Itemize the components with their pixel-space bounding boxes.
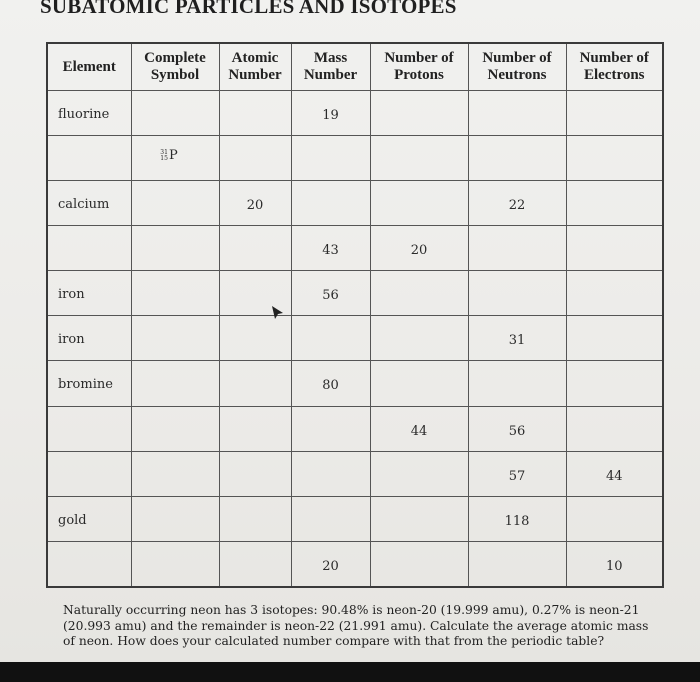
cell-complete-symbol[interactable] xyxy=(131,181,219,226)
cell-value xyxy=(132,407,219,424)
neon-isotope-question: Naturally occurring neon has 3 isotopes: 90.48% is neon-20 (19.999 amu), 0.27% is neon-21 (20.993 amu) and the remainder is neon-22 (21.991 amu). Calculate the average atomic mass of neon. How does your calculated number compare with that from the periodic table? xyxy=(63,603,649,648)
cell-element[interactable] xyxy=(47,406,131,451)
cell-electrons[interactable] xyxy=(566,541,663,587)
cell-value xyxy=(567,91,663,108)
cell-element[interactable] xyxy=(47,136,131,181)
cell-value xyxy=(371,316,468,333)
cell-value xyxy=(567,136,663,153)
cell-electrons[interactable] xyxy=(566,316,663,361)
cell-mass-number[interactable] xyxy=(291,406,370,451)
cell-value xyxy=(220,542,291,559)
table-row xyxy=(47,541,663,587)
header-atomic-number: Atomic Number xyxy=(219,43,291,91)
table-header-row xyxy=(47,43,663,91)
cell-complete-symbol[interactable] xyxy=(131,91,219,136)
cell-complete-symbol[interactable] xyxy=(131,136,219,181)
cell-atomic-number[interactable] xyxy=(219,451,291,496)
cell-value xyxy=(292,136,370,153)
cell-value xyxy=(292,497,370,514)
cell-neutrons[interactable] xyxy=(468,496,566,541)
cell-value xyxy=(567,407,663,424)
cell-value xyxy=(567,271,663,288)
cell-atomic-number[interactable] xyxy=(219,361,291,406)
cell-value: bromine xyxy=(58,377,113,393)
cell-value: iron xyxy=(58,287,85,303)
cell-value xyxy=(469,271,566,288)
cell-element[interactable] xyxy=(47,181,131,226)
cell-value xyxy=(469,136,566,153)
cell-value: 118 xyxy=(504,513,530,529)
cell-value xyxy=(132,542,219,559)
cell-value xyxy=(132,316,219,333)
cell-atomic-number[interactable] xyxy=(219,91,291,136)
cell-protons[interactable] xyxy=(370,226,468,271)
cell-value xyxy=(220,497,291,514)
cell-electrons[interactable] xyxy=(566,361,663,406)
cell-value xyxy=(371,271,468,288)
cell-value xyxy=(292,407,370,424)
cell-mass-number[interactable] xyxy=(291,496,370,541)
table-row xyxy=(47,361,663,406)
cell-neutrons[interactable] xyxy=(468,136,566,181)
header-neutrons: Number of Neutrons xyxy=(468,43,566,91)
cell-mass-number[interactable] xyxy=(291,226,370,271)
cell-mass-number[interactable] xyxy=(291,91,370,136)
header-element: Element xyxy=(47,43,131,91)
cell-protons[interactable] xyxy=(370,181,468,226)
table-row xyxy=(47,496,663,541)
cell-protons[interactable] xyxy=(370,451,468,496)
table-row xyxy=(47,181,663,226)
page-title: SUBATOMIC PARTICLES AND ISOTOPES xyxy=(40,0,457,18)
cell-value: gold xyxy=(58,512,87,528)
isotope-element-letter: P xyxy=(168,148,178,164)
cell-value: iron xyxy=(58,332,85,348)
cell-value: 22 xyxy=(508,198,526,214)
table-row xyxy=(47,316,663,361)
cell-mass-number[interactable] xyxy=(291,316,370,361)
cell-neutrons[interactable] xyxy=(468,361,566,406)
cell-electrons[interactable] xyxy=(566,271,663,316)
cell-value: 20 xyxy=(246,198,264,214)
cell-neutrons[interactable] xyxy=(468,181,566,226)
table-row xyxy=(47,136,663,181)
cell-value xyxy=(371,452,468,469)
cell-value: 44 xyxy=(410,423,428,439)
cell-value xyxy=(567,361,663,378)
table-row xyxy=(47,271,663,316)
cell-element[interactable] xyxy=(47,361,131,406)
cell-complete-symbol[interactable] xyxy=(131,271,219,316)
cell-atomic-number[interactable] xyxy=(219,496,291,541)
cell-value xyxy=(567,181,663,198)
isotope-mass-number: 31 xyxy=(160,148,168,156)
cell-complete-symbol[interactable] xyxy=(131,406,219,451)
cell-value xyxy=(371,497,468,514)
cell-electrons[interactable] xyxy=(566,406,663,451)
cell-value xyxy=(132,361,219,378)
cell-value xyxy=(58,407,131,423)
header-electrons: Number of Electrons xyxy=(566,43,663,91)
cell-value xyxy=(371,542,468,559)
cell-value xyxy=(132,452,219,469)
cell-value xyxy=(220,452,291,469)
cell-value xyxy=(469,226,566,243)
cell-value xyxy=(220,271,291,288)
cell-value xyxy=(58,226,131,242)
cell-value xyxy=(132,181,219,198)
cell-value: 20 xyxy=(410,243,428,259)
cell-neutrons[interactable] xyxy=(468,316,566,361)
cell-value xyxy=(371,91,468,108)
cell-value: calcium xyxy=(58,197,110,213)
cell-element[interactable] xyxy=(47,271,131,316)
cell-value xyxy=(132,271,219,288)
cell-value: 10 xyxy=(605,558,623,574)
cell-value xyxy=(220,226,291,243)
cell-value xyxy=(469,361,566,378)
cell-atomic-number[interactable] xyxy=(219,541,291,587)
cell-value xyxy=(58,136,131,152)
cell-neutrons[interactable] xyxy=(468,271,566,316)
cell-complete-symbol[interactable] xyxy=(131,226,219,271)
cell-element[interactable] xyxy=(47,541,131,587)
cell-protons[interactable] xyxy=(370,271,468,316)
cell-value xyxy=(371,136,468,153)
cell-value xyxy=(132,226,219,243)
header-complete-symbol: Complete Symbol xyxy=(131,43,219,91)
cell-atomic-number[interactable] xyxy=(219,226,291,271)
cell-value xyxy=(567,497,663,514)
cell-protons[interactable] xyxy=(370,136,468,181)
cell-electrons[interactable] xyxy=(566,496,663,541)
cell-element[interactable] xyxy=(47,316,131,361)
cell-value: 19 xyxy=(322,108,339,123)
cell-value xyxy=(220,407,291,424)
cell-value xyxy=(371,181,468,198)
header-mass-number: Mass Number xyxy=(291,43,370,91)
cell-value: 44 xyxy=(605,468,623,484)
cell-mass-number[interactable] xyxy=(291,451,370,496)
isotope-table xyxy=(46,42,664,588)
cell-value: 56 xyxy=(508,423,526,439)
table-row xyxy=(47,406,663,451)
cell-value xyxy=(292,181,370,198)
cell-value xyxy=(292,452,370,469)
cell-value xyxy=(220,361,291,378)
cell-mass-number[interactable] xyxy=(291,361,370,406)
cell-element[interactable] xyxy=(47,91,131,136)
cell-value xyxy=(220,91,291,108)
cell-neutrons[interactable] xyxy=(468,226,566,271)
cell-value xyxy=(58,452,131,468)
cell-element[interactable] xyxy=(47,451,131,496)
cell-mass-number[interactable] xyxy=(291,181,370,226)
cell-electrons[interactable] xyxy=(566,451,663,496)
cell-neutrons[interactable] xyxy=(468,541,566,587)
cell-atomic-number[interactable] xyxy=(219,181,291,226)
cell-mass-number[interactable] xyxy=(291,271,370,316)
cell-value xyxy=(567,316,663,333)
cell-protons[interactable] xyxy=(370,496,468,541)
cell-neutrons[interactable] xyxy=(468,91,566,136)
cell-value: fluorine xyxy=(58,107,110,122)
cell-protons[interactable] xyxy=(370,91,468,136)
isotope-notation xyxy=(160,136,177,163)
cell-complete-symbol[interactable] xyxy=(131,541,219,587)
cell-atomic-number[interactable] xyxy=(219,406,291,451)
cell-electrons[interactable] xyxy=(566,181,663,226)
cell-value xyxy=(567,226,663,243)
cell-value: 43 xyxy=(322,243,339,259)
cell-electrons[interactable] xyxy=(566,226,663,271)
cell-value: 31 xyxy=(508,333,526,349)
cell-mass-number[interactable] xyxy=(291,136,370,181)
cell-protons[interactable] xyxy=(370,406,468,451)
cell-value xyxy=(469,542,566,559)
cell-protons[interactable] xyxy=(370,541,468,587)
cell-value: 57 xyxy=(508,468,526,484)
cell-mass-number[interactable] xyxy=(291,541,370,587)
table-row xyxy=(47,91,663,136)
cell-value: 80 xyxy=(322,378,339,394)
cell-value xyxy=(220,136,291,153)
cell-value xyxy=(469,91,566,108)
cell-electrons[interactable] xyxy=(566,91,663,136)
cell-value xyxy=(132,91,219,108)
cell-value xyxy=(292,316,370,333)
table-row xyxy=(47,226,663,271)
isotope-atomic-number: 15 xyxy=(160,154,168,162)
cell-element[interactable] xyxy=(47,496,131,541)
cell-value: 56 xyxy=(322,288,339,304)
cell-value: 20 xyxy=(322,558,339,574)
cell-value xyxy=(371,361,468,378)
cell-electrons[interactable] xyxy=(566,136,663,181)
cell-complete-symbol[interactable] xyxy=(131,496,219,541)
cell-value xyxy=(132,497,219,514)
cell-atomic-number[interactable] xyxy=(219,316,291,361)
cell-protons[interactable] xyxy=(370,316,468,361)
cell-neutrons[interactable] xyxy=(468,451,566,496)
cell-complete-symbol[interactable] xyxy=(131,451,219,496)
cell-complete-symbol[interactable] xyxy=(131,361,219,406)
header-protons: Number of Protons xyxy=(370,43,468,91)
cell-neutrons[interactable] xyxy=(468,406,566,451)
mouse-pointer-icon xyxy=(271,305,285,321)
table-row xyxy=(47,451,663,496)
screen-bottom-edge xyxy=(0,662,700,682)
cell-complete-symbol[interactable] xyxy=(131,316,219,361)
cell-protons[interactable] xyxy=(370,361,468,406)
cell-value xyxy=(58,542,131,558)
cell-element[interactable] xyxy=(47,226,131,271)
cell-atomic-number[interactable] xyxy=(219,136,291,181)
